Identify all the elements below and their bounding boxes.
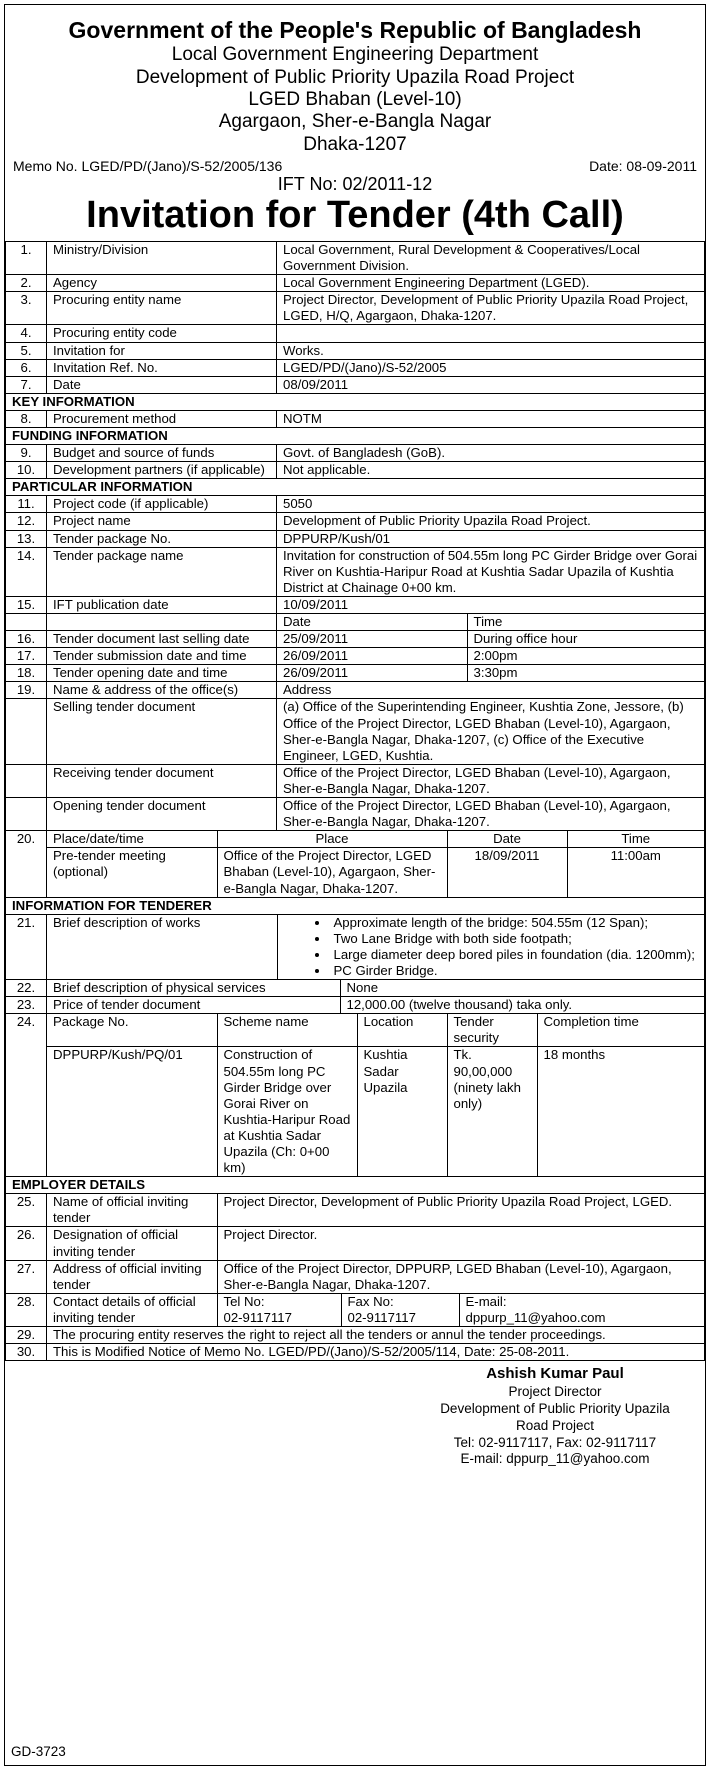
meeting-place: Office of the Project Director, LGED Bhaban (Level-10), Agargaon, Sher-e-Bangla Nagar, Dhaka-1207. (217, 848, 447, 897)
table-row (6, 631, 705, 648)
row-label: Brief description of physical services (47, 980, 340, 996)
row-value: Works. (277, 342, 705, 359)
table-row (6, 547, 705, 596)
notice-title: Invitation for Tender (4th Call) (86, 194, 624, 237)
row-value: 5050 (277, 496, 705, 513)
completion-time: 18 months (537, 1047, 704, 1176)
row-value: Address (277, 682, 705, 699)
row-label: Procuring entity code (47, 325, 277, 342)
signatory-email: E-mail: dppurp_11@yahoo.com (460, 1451, 650, 1467)
section-funding-information: FUNDING INFORMATION (6, 427, 705, 444)
row-label: Agency (47, 275, 277, 292)
building-address: LGED Bhaban (Level-10) (248, 88, 462, 110)
row-value: DPPURP/Kush/01 (277, 530, 705, 547)
works-description-block (47, 914, 705, 979)
table-row (6, 648, 705, 665)
table-row (6, 1014, 705, 1177)
row-label: Date (47, 376, 277, 393)
row-number: 16. (6, 631, 47, 648)
row-label: Tender document last selling date (47, 631, 277, 648)
row-number: 1. (6, 241, 47, 274)
row-number: 2. (6, 275, 47, 292)
signatory-name: Ashish Kumar Paul (486, 1365, 624, 1383)
row-date: 25/09/2011 (277, 631, 467, 647)
row-label: Procurement method (47, 410, 277, 427)
row-label: Designation of official inviting tender (47, 1227, 217, 1259)
row-value (47, 1194, 705, 1227)
row-number: 23. (6, 997, 47, 1014)
area-address: Agargaon, Sher-e-Bangla Nagar (218, 111, 492, 133)
table-row (6, 596, 705, 613)
row-label: Contact details of official inviting tender (47, 1294, 217, 1326)
tel-value: 02-9117117 (223, 1309, 292, 1325)
row-label: Tender package No. (47, 530, 277, 547)
row-number: 22. (6, 980, 47, 997)
row-value: Govt. of Bangladesh (GoB). (277, 445, 705, 462)
works-bullet-list (277, 915, 704, 979)
row-label: Project name (47, 513, 277, 530)
section-information-for-tenderer: INFORMATION FOR TENDERER (6, 897, 705, 914)
tel-cell (217, 1294, 341, 1326)
table-row (6, 997, 705, 1014)
table-row (6, 614, 705, 631)
table-row (6, 1327, 705, 1344)
fax-cell (341, 1294, 459, 1326)
list-item: • Approximate length of the bridge: 504.55m (12 Span); (330, 915, 699, 931)
contact-details (47, 1293, 705, 1326)
package-number: DPPURP/Kush/PQ/01 (47, 1047, 217, 1176)
row-label: Budget and source of funds (47, 445, 277, 462)
table-row (6, 1344, 705, 1361)
row-number: 24. (6, 1014, 47, 1177)
row-number: 10. (6, 462, 47, 479)
row-label: Address of official inviting tender (47, 1261, 217, 1293)
time-header: Time (467, 614, 704, 630)
table-row (6, 682, 705, 699)
row-value: LGED/PD/(Jano)/S-52/2005 (277, 359, 705, 376)
row-time: 2:00pm (467, 648, 704, 664)
footer-code: GD-3723 (11, 1744, 66, 1759)
table-row (6, 359, 705, 376)
row-label: Tender opening date and time (47, 665, 277, 682)
row-number: 21. (6, 914, 47, 979)
section-employer-details: EMPLOYER DETAILS (6, 1177, 705, 1194)
location: Kushtia Sadar Upazila (357, 1047, 447, 1176)
completion-header: Completion time (537, 1014, 704, 1047)
fax-value: 02-9117117 (347, 1309, 416, 1325)
list-item: • Two Lane Bridge with both side footpath; (330, 931, 699, 947)
government-title: Government of the People's Republic of Bangladesh (68, 17, 642, 43)
section-row (6, 897, 705, 914)
row-number (6, 764, 47, 797)
row-value: NOTM (277, 410, 705, 427)
table-row (6, 462, 705, 479)
email-value: dppurp_11@yahoo.com (465, 1309, 606, 1325)
row-number: 26. (6, 1227, 47, 1260)
row-value: Development of Public Priority Upazila Road Project. (277, 513, 705, 530)
row-value (47, 997, 705, 1014)
section-row (6, 427, 705, 444)
table-row (6, 496, 705, 513)
row-value: Project Director, Development of Public Priority Upazila Road Project, LGED. (217, 1194, 704, 1226)
memo-line (5, 158, 705, 174)
project-name: Development of Public Priority Upazila Road Project (135, 66, 575, 88)
row-time: 3:30pm (467, 665, 704, 681)
signatory-phone: Tel: 02-9117117, Fax: 02-9117117 (453, 1434, 657, 1450)
section-key-information: KEY INFORMATION (6, 393, 705, 410)
signatory-org-line2: Road Project (515, 1417, 595, 1433)
row-value: Local Government, Rural Development & Cooperatives/Local Government Division. (277, 241, 705, 274)
package-table (47, 1014, 705, 1177)
row-time: During office hour (467, 631, 704, 647)
row-number (6, 614, 47, 631)
row-label: Brief description of works (47, 915, 277, 979)
tender-notice (4, 4, 706, 1766)
table-row (6, 914, 705, 979)
section-row (6, 1177, 705, 1194)
section-row (6, 479, 705, 496)
row-label: Selling tender document (47, 699, 277, 764)
row-label: Development partners (if applicable) (47, 462, 277, 479)
row-label: Receiving tender document (47, 764, 277, 797)
row-label: Tender package name (47, 547, 277, 596)
city-address: Dhaka-1207 (303, 133, 407, 155)
row-value: The procuring entity reserves the right to reject all the tenders or annul the tender proceedings. (47, 1327, 705, 1344)
table-row (6, 831, 705, 897)
row-label: Name & address of the office(s) (47, 682, 277, 699)
row-number: 4. (6, 325, 47, 342)
table-row (6, 275, 705, 292)
row-value (277, 631, 705, 648)
row-value (47, 980, 705, 997)
row-number: 14. (6, 547, 47, 596)
table-row (6, 1227, 705, 1260)
row-value: This is Modified Notice of Memo No. LGED/PD/(Jano)/S-52/2005/114, Date: 25-08-2011. (47, 1344, 705, 1361)
table-row (6, 699, 705, 764)
scheme-header: Scheme name (217, 1014, 357, 1047)
table-row (6, 530, 705, 547)
email-label: E-mail: (465, 1293, 507, 1309)
table-row (6, 445, 705, 462)
row-number: 20. (6, 831, 47, 897)
table-row (6, 376, 705, 393)
row-value: Project Director. (217, 1227, 704, 1259)
row-number (6, 699, 47, 764)
row-label: IFT publication date (47, 596, 277, 613)
row-value: 10/09/2011 (277, 596, 705, 613)
table-row (6, 764, 705, 797)
tel-label: Tel No: (223, 1293, 265, 1309)
email-cell (459, 1294, 704, 1326)
date-time-header (277, 614, 705, 631)
row-value: Project Director, Development of Public Priority Upazila Road Project, LGED, H/Q, Agargaon, Dhaka-1207. (277, 292, 705, 325)
signature-block (415, 1365, 695, 1468)
row-label: Name of official inviting tender (47, 1194, 217, 1226)
department-name: Local Government Engineering Department (171, 44, 539, 66)
row-value: Office of the Project Director, DPPURP, LGED Bhaban (Level-10), Agargaon, Sher-e-Bangla Nagar, Dhaka-1207. (217, 1261, 704, 1293)
ift-number: IFT No: 02/2011-12 (277, 174, 433, 195)
row-value: Invitation for construction of 504.55m long PC Girder Bridge over Gorai River on Kushtia-Haripur Road at Kushtia Sadar Upazila of Kushtia District at Chainage 0+00 km. (277, 547, 705, 596)
table-row (6, 1260, 705, 1293)
list-item: • Large diameter deep bored piles in foundation (dia. 1200mm); (330, 947, 699, 963)
table-row (6, 325, 705, 342)
scheme-name: Construction of 504.55m long PC Girder Bridge over Gorai River on Kushtia-Haripur Road at Kushtia Sadar Upazila (Ch: 0+00 km) (217, 1047, 357, 1176)
list-item: • PC Girder Bridge. (330, 963, 699, 979)
meeting-time: 11:00am (567, 848, 704, 897)
row-number: 8. (6, 410, 47, 427)
row-value: Office of the Project Director, LGED Bhaban (Level-10), Agargaon, Sher-e-Bangla Nagar, Dhaka-1207. (277, 764, 705, 797)
table-row (6, 1194, 705, 1227)
header (5, 5, 705, 156)
row-number: 7. (6, 376, 47, 393)
row-number: 11. (6, 496, 47, 513)
tender-table (5, 241, 705, 1361)
place-header: Place (217, 831, 447, 848)
row-number (6, 798, 47, 831)
row-label: Invitation for (47, 342, 277, 359)
row-label (47, 614, 277, 631)
row-label: Price of tender document (47, 997, 340, 1013)
security-header: Tender security (447, 1014, 537, 1047)
row-number: 28. (6, 1293, 47, 1326)
meeting-date: 18/09/2011 (447, 848, 567, 897)
row-label: Place/date/time (47, 831, 217, 848)
signatory-org-line1: Development of Public Priority Upazila (440, 1400, 670, 1416)
table-row (6, 410, 705, 427)
row-value (277, 325, 705, 342)
row-number: 17. (6, 648, 47, 665)
row-number: 6. (6, 359, 47, 376)
section-row (6, 393, 705, 410)
package-header: Package No. (47, 1014, 217, 1047)
pre-tender-meeting-block (47, 831, 705, 897)
memo-date: Date: 08-09-2011 (589, 158, 697, 175)
section-particular-information: PARTICULAR INFORMATION (6, 479, 705, 496)
meeting-label: Pre-tender meeting (optional) (47, 848, 217, 897)
row-value (277, 648, 705, 665)
table-row (6, 1293, 705, 1326)
row-number: 5. (6, 342, 47, 359)
row-number: 30. (6, 1344, 47, 1361)
row-value: (a) Office of the Superintending Engineer, Kushtia Zone, Jessore, (b) Office of the Project Director, LGED Bhaban (Level-10), Agargaon, Sher-e-Bangla Nagar, Dhaka-1207, (c) Office of the Executive Engineer, LGED, Kushtia. (277, 699, 705, 764)
tender-security: Tk. 90,00,000 (ninety lakh only) (447, 1047, 537, 1176)
row-number: 9. (6, 445, 47, 462)
row-label: Opening tender document (47, 798, 277, 831)
date-header: Date (447, 831, 567, 848)
row-number: 15. (6, 596, 47, 613)
row-value: Not applicable. (277, 462, 705, 479)
row-value: None (340, 980, 704, 996)
row-value: Local Government Engineering Department (LGED). (277, 275, 705, 292)
row-label: Procuring entity name (47, 292, 277, 325)
row-label: Project code (if applicable) (47, 496, 277, 513)
row-number: 25. (6, 1194, 47, 1227)
row-label: Tender submission date and time (47, 648, 277, 665)
table-row (6, 292, 705, 325)
row-number: 3. (6, 292, 47, 325)
row-value: 08/09/2011 (277, 376, 705, 393)
row-number: 29. (6, 1327, 47, 1344)
row-number: 13. (6, 530, 47, 547)
table-row (6, 241, 705, 274)
table-row (6, 980, 705, 997)
row-date: 26/09/2011 (277, 665, 467, 681)
row-value: Office of the Project Director, LGED Bhaban (Level-10), Agargaon, Sher-e-Bangla Nagar, Dhaka-1207. (277, 798, 705, 831)
memo-number: Memo No. LGED/PD/(Jano)/S-52/2005/136 (13, 158, 283, 175)
row-date: 26/09/2011 (277, 648, 467, 664)
table-row (6, 342, 705, 359)
row-value (47, 1227, 705, 1260)
table-row (6, 513, 705, 530)
row-label: Ministry/Division (47, 241, 277, 274)
row-number: 18. (6, 665, 47, 682)
row-value (277, 665, 705, 682)
row-number: 12. (6, 513, 47, 530)
row-number: 27. (6, 1260, 47, 1293)
date-header: Date (277, 614, 467, 630)
time-header: Time (567, 831, 704, 848)
table-row (6, 798, 705, 831)
table-row (6, 665, 705, 682)
row-number: 19. (6, 682, 47, 699)
row-value (47, 1260, 705, 1293)
row-value: 12,000.00 (twelve thousand) taka only. (340, 997, 704, 1013)
signatory-title: Project Director (508, 1383, 602, 1399)
location-header: Location (357, 1014, 447, 1047)
row-label: Invitation Ref. No. (47, 359, 277, 376)
fax-label: Fax No: (347, 1293, 394, 1309)
